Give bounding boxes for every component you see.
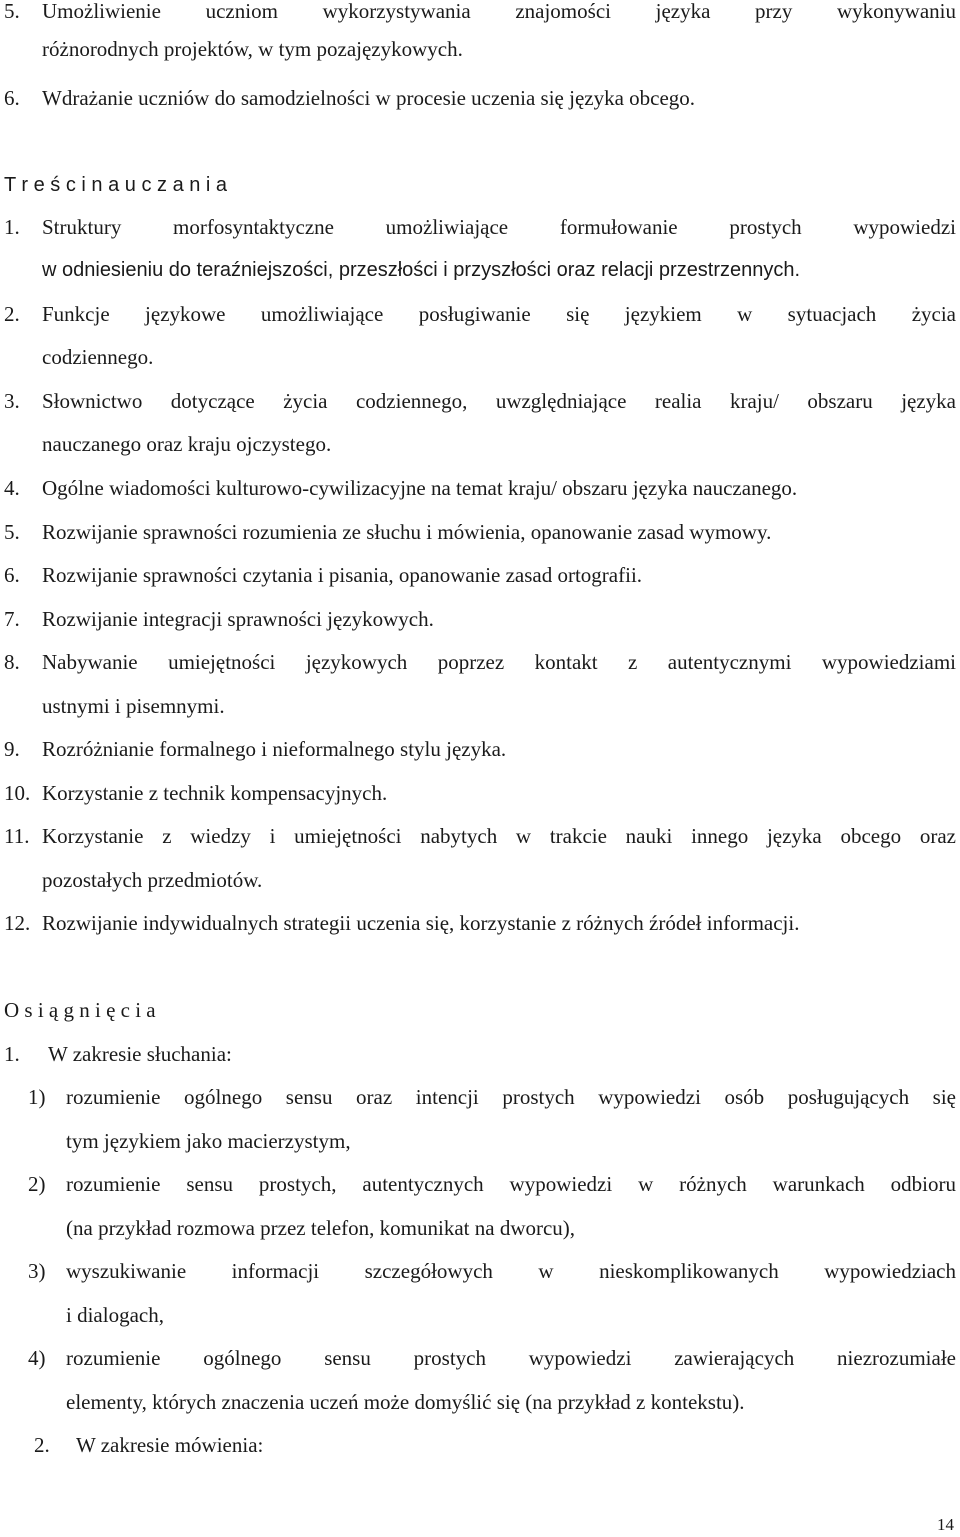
item-number: 5. [4,520,20,544]
item-text: W zakresie mówienia: [76,1433,264,1457]
list-item [0,604,956,634]
item-text: rozumienie sensu prostych, autentycznych wypowiedzi w różnych warunkach odbioru [66,1172,956,1196]
page-number: 14 [937,1515,954,1534]
item-number: 1. [4,1042,20,1066]
list-item-continuation [0,34,956,64]
item-text: Korzystanie z technik kompensacyjnych. [42,781,388,805]
list-item [0,1256,956,1286]
item-number: 2. [4,302,20,326]
list-item [0,473,956,503]
item-number: 4. [4,476,20,500]
list-item-continuation [0,255,956,285]
list-item [0,0,956,26]
item-text: różnorodnych projektów, w tym pozajęzykowych. [42,37,463,61]
item-text: rozumienie ogólnego sensu oraz intencji prostych wypowiedzi osób posługujących się [66,1085,956,1109]
list-item [0,734,956,764]
item-number: 5. [4,0,20,23]
list-item [0,1343,956,1373]
list-item [0,1169,956,1199]
list-item [0,212,956,242]
list-item-continuation [0,1300,956,1330]
item-text: elementy, których znaczenia uczeń może domyślić się (na przykład z kontekstu). [66,1390,745,1414]
item-text: Rozróżnianie formalnego i nieformalnego stylu języka. [42,737,507,761]
item-text: Umożliwienie uczniom wykorzystywania znajomości języka przy wykonywaniu [42,0,956,23]
list-item [0,1082,956,1112]
item-number: 2) [28,1172,46,1196]
item-text: Ogólne wiadomości kulturowo-cywilizacyjne na temat kraju/ obszaru języka nauczanego. [42,476,798,500]
item-text: Struktury morfosyntaktyczne umożliwiające formułowanie prostych wypowiedzi [42,215,956,239]
list-item [0,386,956,416]
section-subheading [0,1039,956,1069]
item-text: codziennego. [42,345,154,369]
item-number: 6. [4,563,20,587]
list-item-continuation [0,429,956,459]
item-number: 1) [28,1085,46,1109]
list-item-continuation [0,1126,956,1156]
list-item [0,821,956,851]
item-text: Rozwijanie sprawności czytania i pisania, opanowanie zasad ortografii. [42,563,643,587]
item-number: 9. [4,737,20,761]
section-heading-text: T r e ś c i n a u c z a n i a [4,174,228,196]
item-text: w odniesieniu do teraźniejszości, przeszłości i przyszłości oraz relacji przestrzennych. [42,259,801,281]
item-text: Korzystanie z wiedzy i umiejętności nabytych w trakcie nauki innego języka obcego oraz [42,824,956,848]
list-item-continuation [0,865,956,895]
item-number: 12. [4,911,31,935]
item-number: 6. [4,86,20,110]
item-number: 8. [4,650,20,674]
list-item [0,517,956,547]
item-text: nauczanego oraz kraju ojczystego. [42,432,332,456]
section-subheading [0,1430,956,1460]
item-text: i dialogach, [66,1303,164,1327]
item-number: 3. [4,389,20,413]
item-text: Słownictwo dotyczące życia codziennego, uwzględniające realia kraju/ obszaru języka [42,389,956,413]
item-text: ustnymi i pisemnymi. [42,694,225,718]
list-item [0,647,956,677]
section-heading-osiagniecia [0,995,956,1025]
item-text: W zakresie słuchania: [48,1042,232,1066]
item-text: Nabywanie umiejętności językowych poprzez kontakt z autentycznymi wypowiedziami [42,650,956,674]
item-number: 2. [34,1433,50,1457]
item-text: rozumienie ogólnego sensu prostych wypowiedzi zawierających niezrozumiałe [66,1346,956,1370]
item-number: 4) [28,1346,46,1370]
item-text: Wdrażanie uczniów do samodzielności w procesie uczenia się języka obcego. [42,86,696,110]
item-number: 3) [28,1259,46,1283]
item-number: 11. [4,824,30,848]
item-text: Rozwijanie integracji sprawności językowych. [42,607,434,631]
item-text: Rozwijanie sprawności rozumienia ze słuchu i mówienia, opanowanie zasad wymowy. [42,520,772,544]
list-item-continuation [0,1387,956,1417]
section-heading-text: O s i ą g n i ę c i a [4,998,156,1022]
item-number: 1. [4,215,20,239]
list-item-continuation [0,691,956,721]
list-item-continuation [0,1213,956,1243]
item-text: wyszukiwanie informacji szczegółowych w nieskomplikowanych wypowiedziach [66,1259,956,1283]
item-number: 7. [4,607,20,631]
item-number: 10. [4,781,31,805]
item-text: Rozwijanie indywidualnych strategii uczenia się, korzystanie z różnych źródeł informacji. [42,911,800,935]
list-item [0,83,956,113]
list-item-continuation [0,342,956,372]
list-item [0,778,956,808]
item-text: tym językiem jako macierzystym, [66,1129,351,1153]
item-text: pozostałych przedmiotów. [42,868,263,892]
item-text: (na przykład rozmowa przez telefon, komunikat na dworcu), [66,1216,576,1240]
item-text: Funkcje językowe umożliwiające posługiwanie się językiem w sytuacjach życia [42,302,956,326]
list-item [0,908,956,938]
section-heading-tresci [0,170,956,200]
list-item [0,560,956,590]
list-item [0,299,956,329]
